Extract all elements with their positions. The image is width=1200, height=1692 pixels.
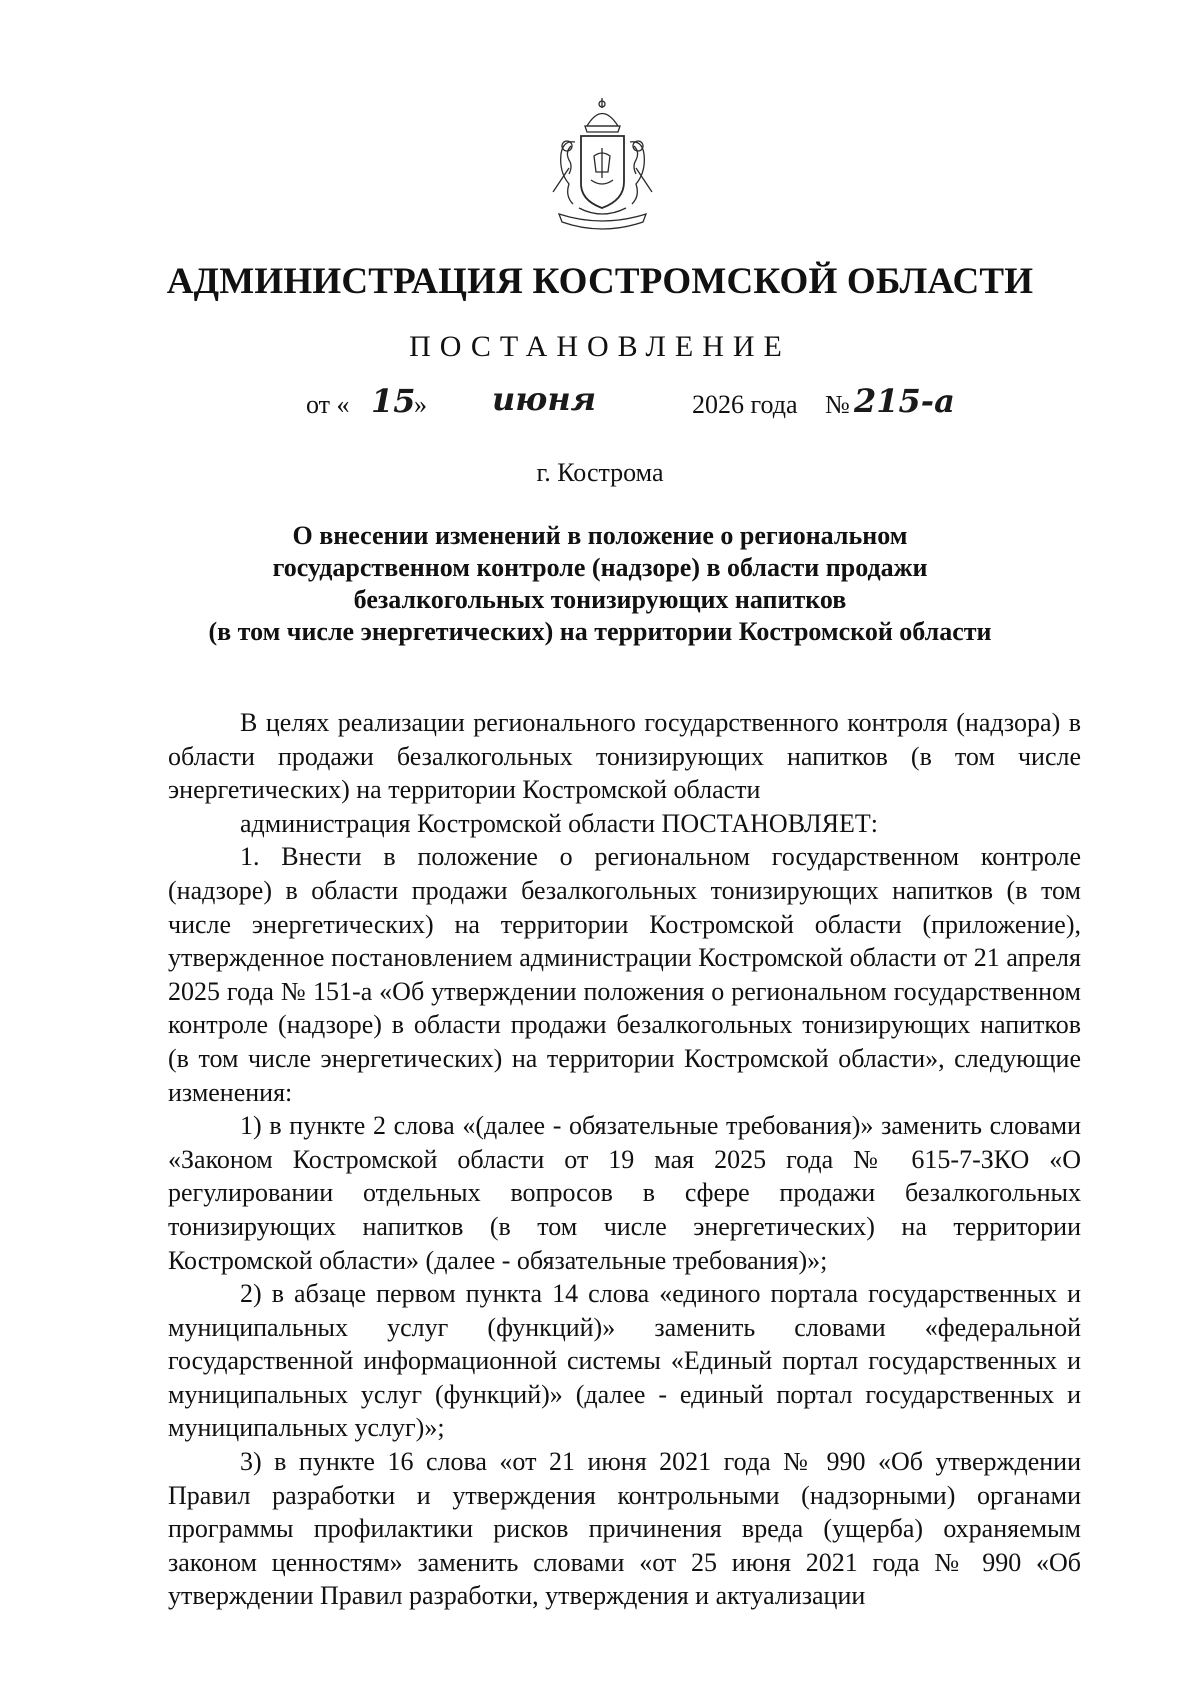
document-number-handwritten: 215-а <box>854 382 955 420</box>
title-line: О внесении изменений в положение о региональном <box>292 521 908 550</box>
coat-of-arms-emblem <box>545 96 660 241</box>
document-body <box>168 706 1081 1613</box>
date-month-handwritten: июня <box>492 380 597 418</box>
date-prefix: от « <box>306 390 350 419</box>
date-quote-close: » <box>414 390 427 419</box>
date-year: 2026 года <box>692 390 798 419</box>
date-day-handwritten: 15 <box>371 382 416 420</box>
subitem-3-paragraph: 3) в пункте 16 слова «от 21 июня 2021 года № 990 «Об утверждении Правил разработки и утверждения контрольными (надзорными) органами программы профилактики рисков причинения вреда (ущерба) охраняемым законом ценностям» заменить словами «от 25 июня 2021 года № 990 «Об утверждении Правил разработки, утверждения и актуализации <box>168 1447 1081 1611</box>
item-1-paragraph: 1. Внести в положение о региональном государственном контроле (надзоре) в области продажи безалкогольных тонизирующих напитков (в том числе энергетических) на территории Костромской области (приложение), утвержденное постановлением администрации Костромской области от 21 апреля 2025 года № 151-а «Об утверждении положения о региональном государственном контроле (надзоре) в области продажи безалкогольных тонизирующих напитков (в том числе энергетических) на территории Костромской области», следующие изменения: <box>168 842 1081 1107</box>
organization-name: АДМИНИСТРАЦИЯ КОСТРОМСКОЙ ОБЛАСТИ <box>166 261 1034 302</box>
city: г. Кострома <box>536 458 664 487</box>
title-line: безалкогольных тонизирующих напитков <box>353 585 847 614</box>
document-title <box>150 520 1050 648</box>
title-line: государственном контроле (надзоре) в области продажи <box>272 553 928 582</box>
subitem-1-paragraph: 1) в пункте 2 слова «(далее - обязательные требования)» заменить словами «Законом Костромской области от 19 мая 2025 года № 615-7-ЗКО «О регулировании отдельных вопросов в сфере продажи безалкогольных тонизирующих напитков (в том числе энергетических) на территории Костромской области» (далее - обязательные требования)»; <box>168 1111 1081 1275</box>
number-sign: № <box>825 390 850 419</box>
preamble-paragraph: В целях реализации регионального государственного контроля (надзора) в области продажи безалкогольных тонизирующих напитков (в том числе энергетических) на территории Костромской области <box>168 708 1081 805</box>
resolution-paragraph: администрация Костромской области ПОСТАНОВЛЯЕТ: <box>240 808 879 838</box>
title-line: (в том числе энергетических) на территории Костромской области <box>208 617 992 646</box>
subitem-2-paragraph: 2) в абзаце первом пункта 14 слова «единого портала государственных и муниципальных услуг (функций)» заменить словами «федеральной государственной информационной системы «Единый портал государственных и муниципальных услуг (функций)» (далее - единый портал государственных и муниципальных услуг)»; <box>168 1279 1081 1443</box>
document-type: ПОСТАНОВЛЕНИЕ <box>409 330 791 363</box>
